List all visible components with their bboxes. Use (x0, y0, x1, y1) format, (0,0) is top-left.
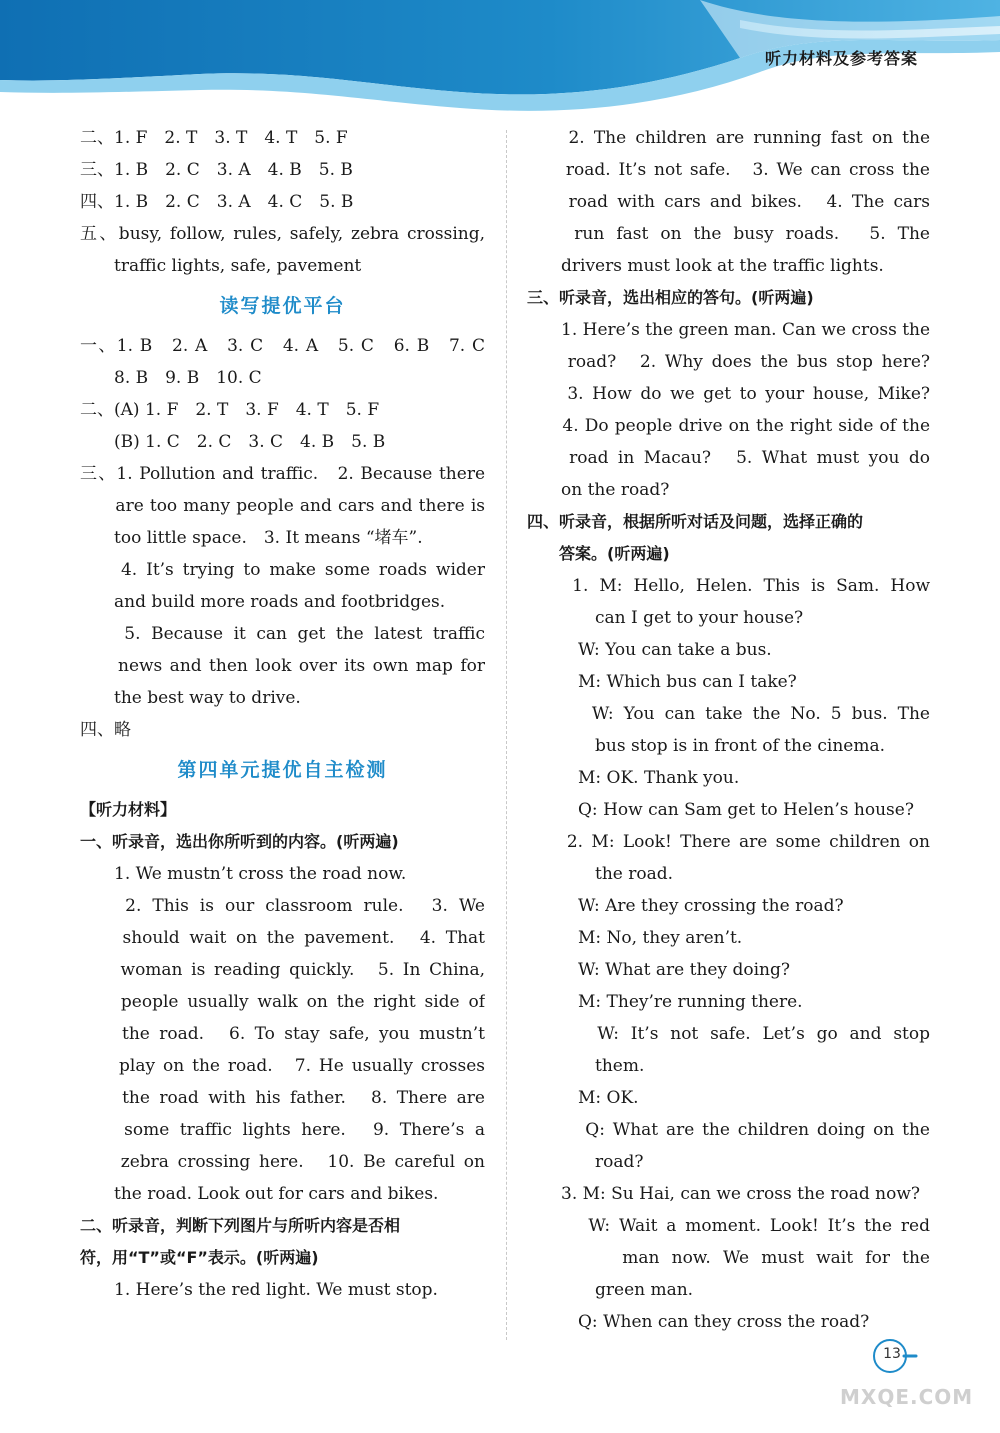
section-instruction: 【听力材料】 (80, 800, 177, 819)
right-line: the road. (527, 864, 674, 884)
right-line: man now. We must wait for the (527, 1248, 930, 1268)
left-line: 1. We mustn’t cross the road now. (80, 864, 407, 884)
left-line: 四、略 (80, 720, 131, 740)
right-line: drivers must look at the traffic lights. (527, 256, 884, 276)
left-line: woman is reading quickly. 5. In China, (80, 960, 485, 980)
left-line: traffic lights, safe, pavement (80, 256, 362, 276)
right-line: W: It’s not safe. Let’s go and stop (527, 1024, 930, 1044)
left-line: 8. B 9. B 10. C (80, 368, 262, 388)
right-line: M: Which bus can I take? (527, 672, 797, 692)
right-line: M: OK. (527, 1088, 639, 1108)
section-instruction: 四、听录音，根据所听对话及问题，选择正确的 (527, 512, 864, 531)
left-line: 1. Here’s the red light. We must stop. (80, 1280, 438, 1300)
right-line: M: They’re running there. (527, 992, 803, 1012)
right-line: 3. How do we get to your house, Mike? (527, 384, 930, 404)
left-line: 5. Because it can get the latest traffic (80, 624, 485, 644)
left-line: some traffic lights here. 9. There’s a (80, 1120, 485, 1140)
left-line: too little space. 3. It means “堵车”. (80, 528, 423, 548)
right-line: Q: How can Sam get to Helen’s house? (527, 800, 914, 820)
right-line: 4. Do people drive on the right side of the (527, 416, 930, 436)
left-line: news and then look over its own map for (80, 656, 485, 676)
right-line: road with cars and bikes. 4. The cars (527, 192, 930, 212)
left-line: zebra crossing here. 10. Be careful on (80, 1152, 485, 1172)
right-line: green man. (527, 1280, 694, 1300)
left-line: play on the road. 7. He usually crosses (80, 1056, 485, 1076)
right-line: bus stop is in front of the cinema. (527, 736, 886, 756)
right-line: road? 2. Why does the bus stop here? (527, 352, 930, 372)
right-line: road in Macau? 5. What must you do (527, 448, 930, 468)
right-line: W: You can take a bus. (527, 640, 772, 660)
left-line: 二、1. F 2. T 3. T 4. T 5. F (80, 128, 348, 148)
right-line: 2. The children are running fast on the (527, 128, 930, 148)
left-line: the road. 6. To stay safe, you mustn’t (80, 1024, 485, 1044)
right-line: Q: When can they cross the road? (527, 1312, 870, 1332)
left-line: (B) 1. C 2. C 3. C 4. B 5. B (80, 432, 386, 452)
right-line: 2. M: Look! There are some children on (527, 832, 930, 852)
left-line: 三、1. Pollution and traffic. 2. Because there (80, 464, 485, 484)
left-line: are too many people and cars and there is (80, 496, 485, 516)
left-line: 2. This is our classroom rule. 3. We (80, 896, 485, 916)
left-line: people usually walk on the right side of (80, 992, 485, 1012)
section-instruction: 一、听录音，选出你所听到的内容。(听两遍) (80, 832, 399, 851)
right-line: road? (527, 1152, 644, 1172)
right-line: W: Wait a moment. Look! It’s the red (527, 1216, 930, 1236)
header-title: 听力材料及参考答案 (764, 49, 918, 68)
section-heading: 读写提优平台 (219, 295, 346, 317)
right-line: on the road? (527, 480, 670, 500)
right-line: 1. Here’s the green man. Can we cross the (527, 320, 930, 340)
right-line: 3. M: Su Hai, can we cross the road now? (527, 1184, 921, 1204)
left-line: the road with his father. 8. There are (80, 1088, 485, 1108)
section-instruction: 答案。(听两遍) (527, 544, 670, 563)
watermark: MXQE.COM (840, 1385, 974, 1409)
section-heading: 第四单元提优自主检测 (177, 759, 388, 781)
left-line: and build more roads and footbridges. (80, 592, 446, 612)
page-number: 13 (883, 1346, 901, 1362)
right-line: them. (527, 1056, 645, 1076)
right-line: W: What are they doing? (527, 960, 790, 980)
left-line: 二、(A) 1. F 2. T 3. F 4. T 5. F (80, 400, 380, 420)
right-line: 1. M: Hello, Helen. This is Sam. How (527, 576, 930, 596)
right-line: M: No, they aren’t. (527, 928, 743, 948)
left-line: 五、busy, follow, rules, safely, zebra crossing, (80, 224, 485, 244)
section-instruction: 二、听录音，判断下列图片与所听内容是否相 (80, 1216, 401, 1235)
left-line: the road. Look out for cars and bikes. (80, 1184, 439, 1204)
left-line: 四、1. B 2. C 3. A 4. C 5. B (80, 192, 354, 212)
right-column (527, 122, 930, 1338)
right-line: W: Are they crossing the road? (527, 896, 844, 916)
left-line: 一、1. B 2. A 3. C 4. A 5. C 6. B 7. C (80, 336, 485, 356)
right-line: run fast on the busy roads. 5. The (527, 224, 930, 244)
right-line: road. It’s not safe. 3. We can cross the (527, 160, 930, 180)
left-line: should wait on the pavement. 4. That (80, 928, 485, 948)
left-line: 三、1. B 2. C 3. A 4. B 5. B (80, 160, 353, 180)
right-line: W: You can take the No. 5 bus. The (527, 704, 930, 724)
section-instruction: 三、听录音，选出相应的答句。(听两遍) (527, 288, 814, 307)
right-line: can I get to your house? (527, 608, 804, 628)
left-column (80, 122, 485, 1306)
right-line: Q: What are the children doing on the (527, 1120, 930, 1140)
left-line: the best way to drive. (80, 688, 301, 708)
column-divider (506, 130, 507, 1340)
right-line: M: OK. Thank you. (527, 768, 740, 788)
section-instruction: 符，用“T”或“F”表示。(听两遍) (80, 1248, 319, 1267)
left-line: 4. It’s trying to make some roads wider (80, 560, 485, 580)
